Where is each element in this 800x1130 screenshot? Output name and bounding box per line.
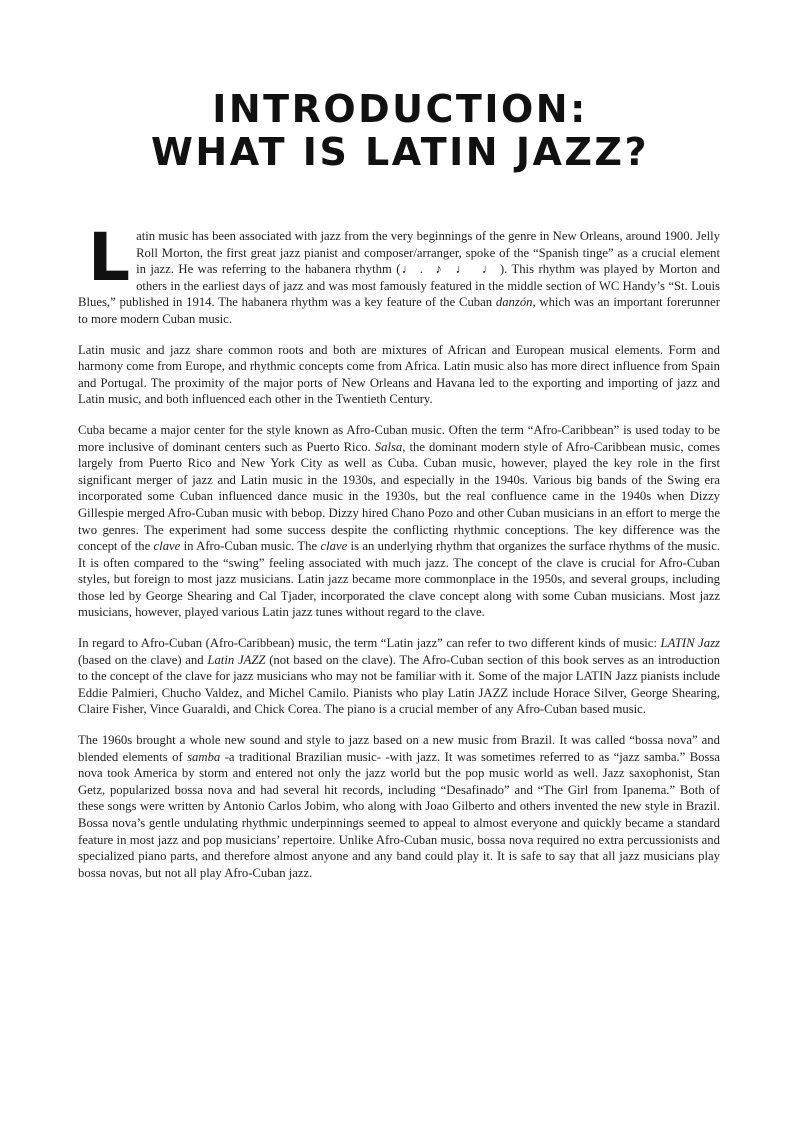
habanera-rhythm-notation: ♩. ♪ ♩ ♩: [400, 262, 500, 277]
page-title: [0, 88, 800, 174]
body-text: [78, 219, 721, 895]
paragraph-4-text-b: (based on the clave) and: [78, 652, 208, 667]
paragraph-3-text-a: Cuba became a major center for the style known as Afro-Cuban music. Often the term “Afro-Caribbean” is used today to be more inclusive of dominant centers such as Puerto Rico.: [78, 422, 720, 454]
clave-term: clave: [153, 539, 181, 554]
paragraph-3-text-d: is an underlying rhythm that organizes the surface rhythms of the music. It is often compared to the “swing” feeling associated with much jazz. The concept of the clave is crucial for Afro-Cuban styles, but foreign to most jazz musicians. Latin jazz became more commonplace in the 1950s, and several groups, including those led by George Shearing and Cal Tjader, incorporated the clave concept along with some Cuban musicians. Most jazz musicians, however, played various Latin jazz tunes without regard to the clave.: [78, 539, 720, 620]
title-line-2: WHAT IS LATIN JAZZ?: [150, 130, 650, 174]
latin-jazz-term: Latin JAZZ: [207, 652, 266, 667]
paragraph-3: [78, 422, 720, 621]
paragraph-5-text-a: The 1960s brought a whole new sound and style to jazz based on a new music from Brazil. It was called “bossa nova” and blended elements of: [78, 733, 720, 764]
clave-term: clave: [320, 539, 348, 554]
paragraph-1-text-b: ). This rhythm was played by Morton and others in the earliest days of jazz and was most famously featured in the middle section of WC Handy’s “St. Louis Blues,” published in 1914. The habanera rhythm was a key feature of the Cuban: [78, 262, 720, 310]
latin-jazz-term: LATIN Jazz: [660, 636, 720, 651]
paragraph-3-text-b: , the dominant modern style of Afro-Caribbean music, comes largely from Puerto Rico and New York City as well as Cuba. Cuban music, however, played the key role in the first significant merger of jazz and Latin music in the 1930s, and especially in the 1940s. Various big bands of the Swing era incorporated some Cuban influenced dance music in the 1930s, but the real confluence came in the 1940s when Dizzy Gillespie merged Afro-Cuban music with bebop. Dizzy hired Chano Pozo and other Cuban musicians in an effort to merge the two genres. The experiment had some success despite the conflicting rhythmic conceptions. The key difference was the concept of the: [78, 439, 720, 554]
paragraph-4-text-c: (not based on the clave). The Afro-Cuban section of this book serves as an introduction to the concept of the clave for jazz musicians who may not be familiar with it. Some of the major LATIN Jazz pianists include Eddie Palmieri, Chucho Valdez, and Michel Camilo. Pianists who play Latin JAZZ include Horace Silver, George Shearing, Claire Fisher, Vince Guaraldi, and Chick Corea. The piano is a crucial member of any Afro-Cuban based music.: [78, 652, 720, 717]
paragraph-5: [78, 732, 720, 881]
title-line-1: INTRODUCTION:: [212, 87, 588, 131]
samba-term: samba: [187, 749, 221, 764]
paragraph-4: [78, 635, 720, 718]
paragraph-1-text-c: , which was an important forerunner to more modern Cuban music.: [78, 295, 720, 326]
danzon-term: danzón: [495, 295, 533, 310]
paragraph-5-text-b: -a traditional Brazilian music- -with jazz. It was sometimes referred to as “jazz samba.” Bossa nova took America by storm and entered not only the jazz world but the pop music world as well. Jazz saxophonist, Stan Getz, popularized bossa nova and had several hit records, including “Desafinado” and “The Girl from Ipanema.” Both of these songs were written by Antonio Carlos Jobim, who along with Joao Gilberto and others invented the new style in Brazil. Bossa nova’s gentle undulating rhythmic underpinnings seemed to appeal to almost everyone and quickly became a standard feature in most jazz and pop musicians’ repertoire. Unlike Afro-Cuban music, bossa nova required no extra percussionists and specialized piano parts, and therefore almost anyone and any band could play it. It is safe to say that all jazz musicians play bossa novas, but not all play Afro-Cuban jazz.: [78, 749, 721, 880]
salsa-term: Salsa: [374, 439, 403, 454]
paragraph-3-text-c: in Afro-Cuban music. The: [180, 539, 321, 554]
drop-cap: L: [88, 219, 131, 296]
paragraph-1-text-a: atin music has been associated with jazz from the very beginnings of the genre in New Orleans, around 1900. Jelly Roll Morton, the first great jazz pianist and composer/arranger, spoke of the “Spanish tinge” as a crucial element in jazz. He was referring to the habanera rhythm (: [136, 229, 720, 277]
paragraph-1: [78, 219, 720, 328]
paragraph-2: Latin music and jazz share common roots and both are mixtures of African and European musical elements. Form and harmony come from Europe, and rhythmic concepts come from Africa. Latin music also has more direct influence from Spain and Portugal. The proximity of the major ports of New Orleans and Havana led to the exporting and importing of jazz and Latin music, and both influenced each other in the Twentieth Century.: [78, 342, 720, 407]
paragraph-4-text-a: In regard to Afro-Cuban (Afro-Caribbean) music, the term “Latin jazz” can refer to two different kinds of music:: [78, 636, 661, 651]
